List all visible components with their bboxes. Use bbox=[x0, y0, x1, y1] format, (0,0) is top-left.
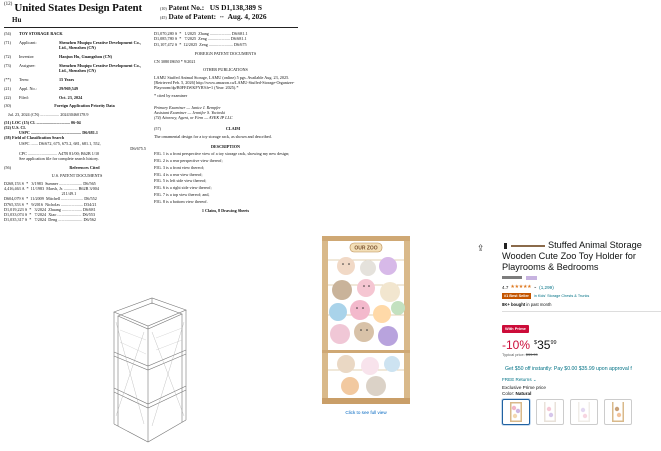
bibliographic-field bbox=[4, 31, 150, 36]
field-uspc-cont: D6/675.5 bbox=[130, 145, 146, 151]
other-publications-text: LAMU Stuffed Animal Storage, LAMU (online) 5 pgs. Available Aug. 23, 2025. [Retrieved Feb. 5, 2026] http://www.amazon.ca/LAMU-Stuffed-Storage-Organizer-Playroom/dp/B0FF4WKFYB?th=1 (Year: 2025).* bbox=[154, 74, 295, 90]
field-code: (73) bbox=[4, 62, 11, 68]
reference-entry: D1,070,280 S * 1/2025 Zhang .................... D6/681.1 bbox=[154, 31, 248, 36]
us-classification: (52) U.S. Cl. bbox=[4, 124, 26, 130]
reference-entry: D1,085,780 S * 7/2025 Zeng ..................... D6/681.1 bbox=[154, 36, 247, 42]
typical-price-value: $39.99 bbox=[525, 352, 538, 357]
swatch-lavender[interactable] bbox=[526, 276, 537, 280]
field-label: Inventor: bbox=[19, 53, 35, 59]
reference-entry: D765,353 S * 9/2016 Nicholas ..................... D34/21 bbox=[4, 201, 97, 207]
field-code: (54) bbox=[4, 31, 11, 36]
field-of-search: (58) Field of Classification Search bbox=[4, 135, 65, 141]
foreign-docs-heading: FOREIGN PATENT DOCUMENTS bbox=[194, 50, 257, 56]
patent-number-code: (10) bbox=[160, 6, 167, 11]
figure-description: FIG. 4 is a rear view thereof; bbox=[154, 171, 203, 177]
field-code: (71) bbox=[4, 39, 11, 45]
patent-date-code: (45) bbox=[160, 15, 167, 21]
see-full-view-link[interactable]: Click to see full view bbox=[345, 410, 387, 415]
bibliographic-field bbox=[4, 63, 150, 74]
best-seller-category-link[interactable]: in Kids' Storage Chests & Trunks bbox=[533, 294, 590, 298]
rating-row[interactable] bbox=[502, 284, 661, 290]
patent-date-mark: ** bbox=[219, 15, 224, 21]
field-value: Shenzhen Muqiqu Creative Development Co., Ltd., Shenzhen (CN) bbox=[59, 39, 141, 51]
reference-entry: D268,153 S * 3/1983 Sumner ...................... D6/565 bbox=[4, 180, 96, 186]
middle-rail bbox=[322, 350, 410, 353]
figure-description: FIG. 5 is left side view thereof; bbox=[154, 178, 207, 184]
reference-entry: D1,107,472 S * 12/2025 Zeng ....................... D6/675 bbox=[154, 41, 247, 47]
field-label: Applicant: bbox=[19, 39, 37, 45]
field-note: See application file for complete search history. bbox=[19, 156, 99, 162]
plush-toys bbox=[329, 257, 405, 396]
foreign-priority-heading: (30) Foreign Application Priority Data bbox=[4, 103, 115, 109]
field-label: Filed: bbox=[19, 94, 29, 100]
price-row bbox=[502, 338, 661, 352]
bibliographic-field bbox=[4, 86, 150, 91]
price bbox=[534, 338, 557, 352]
exclusive-prime-text: Exclusive Prime price bbox=[502, 385, 546, 390]
bibliographic-field bbox=[4, 95, 150, 100]
prime-price-badge: With Prime bbox=[502, 325, 529, 333]
field-value: 15 Years bbox=[59, 76, 75, 82]
brand-mark bbox=[504, 243, 507, 249]
best-seller-badge[interactable]: #1 Best Seller bbox=[504, 294, 529, 298]
claims-sheets: 1 Claim, 8 Drawing Sheets bbox=[201, 208, 250, 214]
right-post bbox=[404, 236, 410, 404]
primary-examiner: Primary Examiner — Janice I. Rempfer bbox=[154, 104, 221, 110]
references-subheading: U.S. PATENT DOCUMENTS bbox=[51, 173, 103, 179]
typical-price: Typical price: $39.99 bbox=[502, 352, 538, 357]
star-rating-icon[interactable]: ★★★★★ bbox=[510, 284, 532, 290]
attorney: (74) Attorney, Agent, or Firm — AVEK IP LLC bbox=[154, 115, 233, 120]
top-rail bbox=[322, 236, 410, 241]
field-value: Oct. 23, 2024 bbox=[59, 94, 83, 100]
figure-description: FIG. 3 is a front view thereof; bbox=[154, 164, 205, 170]
patent-title: United States Design Patent bbox=[14, 2, 143, 14]
field-label: Appl. No.: bbox=[19, 85, 37, 91]
brand-logo-bar bbox=[511, 245, 545, 247]
price-whole: 35 bbox=[537, 338, 551, 352]
field-value: Shenzhen Muqiqu Creative Development Co., Ltd., Shenzhen (CN) bbox=[59, 62, 141, 74]
field-code: (72) bbox=[4, 53, 11, 59]
description-heading: DESCRIPTION bbox=[210, 143, 241, 149]
design-drawing bbox=[100, 292, 196, 448]
section-divider bbox=[502, 311, 661, 312]
bibliographic-field bbox=[4, 77, 150, 82]
reference-entry: D1,019,223 S * 3/2024 Zhuang ................... D6/681 bbox=[4, 206, 96, 212]
figure-description: FIG. 2 is a rear perspective view thereof; bbox=[154, 157, 223, 163]
field-label: Term: bbox=[19, 76, 29, 82]
foreign-docs-line: CN 308018650 * 9/2021 bbox=[154, 59, 196, 64]
bibliographic-fields bbox=[4, 31, 150, 100]
product-title-line1-row bbox=[502, 240, 661, 251]
variant-swatches bbox=[502, 275, 661, 280]
reference-entry: 4,416,463 A * 11/1983 Marsh, Jr. ............. B62B 3/004 bbox=[4, 185, 99, 191]
uspc-classification: USPC ................................................ D6/681.1 bbox=[19, 130, 98, 135]
claim-text: The ornamental design for a toy storage rack, as shown and described. bbox=[154, 133, 272, 139]
patent-header-right bbox=[160, 3, 298, 22]
color-value: Natural bbox=[515, 391, 532, 396]
patent-number-label: Patent No.: bbox=[168, 3, 205, 12]
swatch-gray[interactable] bbox=[502, 276, 522, 279]
foreign-priority-line: Jul. 23, 2024 (CN) .................. 202430460178.9 bbox=[8, 112, 89, 118]
price-fraction: 99 bbox=[550, 339, 557, 346]
patent-right-column bbox=[154, 31, 297, 215]
color-thumb-variant-3[interactable] bbox=[570, 399, 598, 425]
patent-document bbox=[0, 0, 300, 451]
field-uspc: USPC ....... D6/672, 675, 675.2, 681, 681.1, 552, bbox=[19, 140, 101, 146]
other-publications-heading: OTHER PUBLICATIONS bbox=[203, 67, 248, 73]
product-title-line3: Playrooms & Bedrooms bbox=[502, 262, 599, 272]
patent-date-label: Date of Patent: bbox=[168, 12, 217, 22]
rating-count-link[interactable]: (1,299) bbox=[539, 284, 554, 290]
patent-number: US D1,138,389 S bbox=[209, 3, 262, 12]
product-photo[interactable] bbox=[302, 230, 430, 410]
patent-header-left bbox=[4, 2, 142, 25]
field-value: 29/969,549 bbox=[59, 85, 78, 91]
color-thumb-variant-2[interactable] bbox=[536, 399, 564, 425]
header-divider bbox=[4, 27, 298, 28]
reference-entry: D604,079 S * 11/2009 Mitchell ..................... D6/552 bbox=[4, 196, 97, 202]
card-promo-link[interactable]: Get $50 off instantly: Pay $0.00 $35.99 upon approval f bbox=[505, 366, 632, 372]
color-thumbnails bbox=[502, 399, 661, 425]
reference-entry: 211/49.1 bbox=[4, 191, 77, 197]
color-thumb-natural[interactable] bbox=[502, 399, 530, 425]
zoo-sign-text: OUR ZOO bbox=[354, 245, 378, 252]
patent-date: Aug. 4, 2026 bbox=[227, 12, 267, 22]
reference-entry: D1,033,074 S * 7/2024 Xiao ....................... D6/553 bbox=[4, 212, 96, 218]
field-code: (21) bbox=[4, 85, 11, 91]
share-icon[interactable]: ⇪ bbox=[477, 244, 485, 254]
field-value: TOY STORAGE RACK bbox=[19, 31, 63, 36]
bibliographic-field bbox=[4, 54, 150, 59]
patent-left-column bbox=[4, 31, 150, 223]
product-title-line1: Stuffed Animal Storage bbox=[548, 240, 642, 250]
left-post bbox=[322, 236, 328, 404]
color-label: Color: Natural bbox=[502, 391, 532, 396]
field-code: (22) bbox=[4, 94, 11, 100]
claim-heading: (57) CLAIM bbox=[154, 126, 241, 132]
chevron-down-icon[interactable]: ⌄ bbox=[533, 284, 538, 289]
discount-percent: -10% bbox=[502, 338, 531, 352]
best-seller-row bbox=[502, 293, 661, 299]
product-title-line2: Wooden Cute Zoo Toy Holder for bbox=[502, 251, 636, 261]
product-panel bbox=[502, 240, 661, 425]
patent-country-number: (12) bbox=[4, 2, 13, 7]
field-cpc: CPC ............................ A47B 81/00; B62B 1/10 bbox=[19, 151, 100, 156]
color-thumb-variant-4[interactable] bbox=[604, 399, 632, 425]
patent-inventor-surname: Hu bbox=[12, 15, 22, 24]
assistant-examiner: Assistant Examiner — Jennifer S. Yocinski bbox=[154, 109, 226, 115]
references-list-left bbox=[4, 181, 150, 223]
figure-description: FIG. 1 is a front perspective view of a toy storage rack, showing my new design; bbox=[154, 151, 290, 156]
cited-by-examiner: * cited by examiner bbox=[154, 93, 188, 99]
references-list-right bbox=[154, 31, 297, 47]
loc-classification: (51) LOC (15) Cl. ................................ 06-04 bbox=[4, 119, 81, 125]
rating-value: 4.7 bbox=[502, 284, 509, 290]
field-code: (**) bbox=[4, 76, 11, 82]
references-heading: (56) References Cited bbox=[4, 164, 100, 170]
reference-entry: D1,035,317 S * 7/2024 Deng ....................... D6/562 bbox=[4, 217, 97, 223]
field-value: Hanjun Hu, Guangzhou (CN) bbox=[59, 53, 113, 59]
bought-count: 8K+ bought in past month bbox=[502, 302, 552, 307]
price-currency: $ bbox=[534, 339, 538, 346]
figure-description: FIG. 6 is a right side view thereof; bbox=[154, 185, 212, 191]
free-returns-link[interactable]: FREE Returns ⌄ bbox=[502, 377, 537, 382]
description-list bbox=[154, 151, 297, 204]
bottom-rail bbox=[322, 398, 410, 404]
figure-description: FIG. 8 is a bottom view thereof. bbox=[154, 198, 208, 204]
field-label: Assignee: bbox=[19, 62, 36, 68]
bibliographic-field bbox=[4, 40, 150, 51]
figure-description: FIG. 7 is a top view thereof; and, bbox=[154, 192, 210, 198]
